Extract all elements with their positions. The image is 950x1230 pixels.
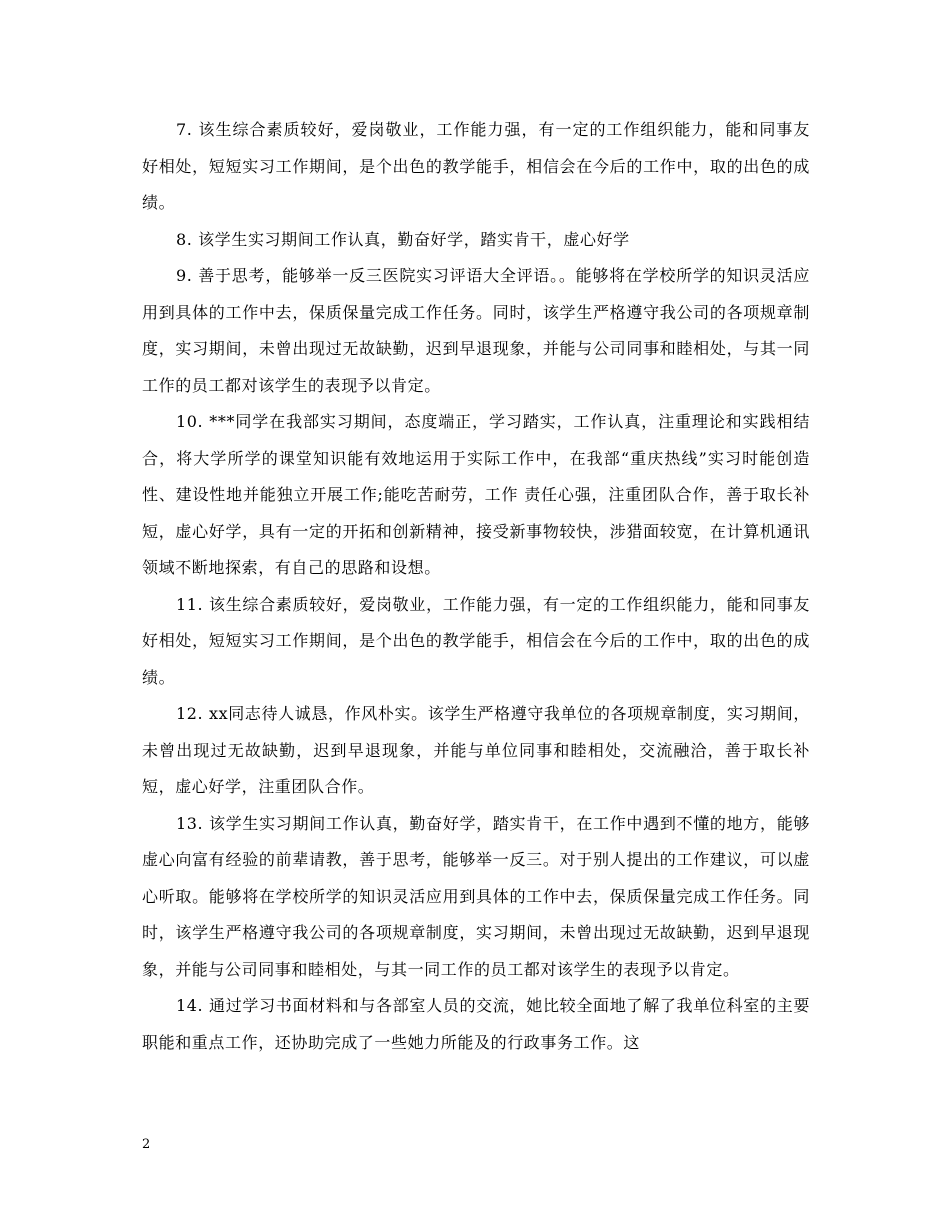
page-number: 2 (142, 1137, 151, 1152)
document-body (142, 112, 810, 1061)
paragraph-11: 11. 该生综合素质较好，爱岗敬业，工作能力强，有一定的工作组织能力，能和同事友好相处，短短实习工作期间，是个出色的教学能手，相信会在今后的工作中，取的出色的成绩。 (142, 594, 810, 687)
paragraph-12: 12. xx同志待人诚恳，作风朴实。该学生严格遵守我单位的各项规章制度，实习期间，未曾出现过无故缺勤，迟到早退现象，并能与单位同事和睦相处，交流融洽，善于取长补短，虚心好学，注重团队合作。 (142, 704, 810, 796)
paragraph-10: 10. ***同学在我部实习期间，态度端正，学习踏实，工作认真，注重理论和实践相结合，将大学所学的课堂知识能有效地运用于实际工作中，在我部“重庆热线”实习时能创造性、建设性地并能独立开展工作;能吃苦耐劳，工作 责任心强，注重团队合作，善于取长补短，虚心好学，具有一定的开拓和创新精神，接受新事物较快，涉猎面较宽，在计算机通讯领域不断地探索，有自己的思路和设想。 (142, 412, 810, 577)
paragraph-14: 14. 通过学习书面材料和与各部室人员的交流，她比较全面地了解了我单位科室的主要职能和重点工作，还协助完成了一些她力所能及的行政事务工作。这 (142, 996, 810, 1052)
paragraph-7: 7. 该生综合素质较好，爱岗敬业，工作能力强，有一定的工作组织能力，能和同事友好相处，短短实习工作期间，是个出色的教学能手，相信会在今后的工作中，取的出色的成绩。 (142, 120, 810, 212)
paragraph-9: 9. 善于思考，能够举一反三医院实习评语大全评语。。能够将在学校所学的知识灵活应用到具体的工作中去，保质保量完成工作任务。同时，该学生严格遵守我公司的各项规章制度，实习期间，未曾出现过无故缺勤，迟到早退现象，并能与公司同事和睦相处，与其一同工作的员工都对该学生的表现予以肯定。 (142, 266, 810, 395)
paragraph-8: 8. 该学生实习期间工作认真，勤奋好学，踏实肯干，虚心好学 (176, 229, 630, 249)
paragraph-13: 13. 该学生实习期间工作认真，勤奋好学，踏实肯干，在工作中遇到不懂的地方，能够虚心向富有经验的前辈请教，善于思考，能够举一反三。对于别人提出的工作建议，可以虚心听取。能够将在学校所学的知识灵活应用到具体的工作中去，保质保量完成工作任务。同时，该学生严格遵守我公司的各项规章制度，实习期间，未曾出现过无故缺勤，迟到早退现象，并能与公司同事和睦相处，与其一同工作的员工都对该学生的表现予以肯定。 (142, 813, 810, 979)
